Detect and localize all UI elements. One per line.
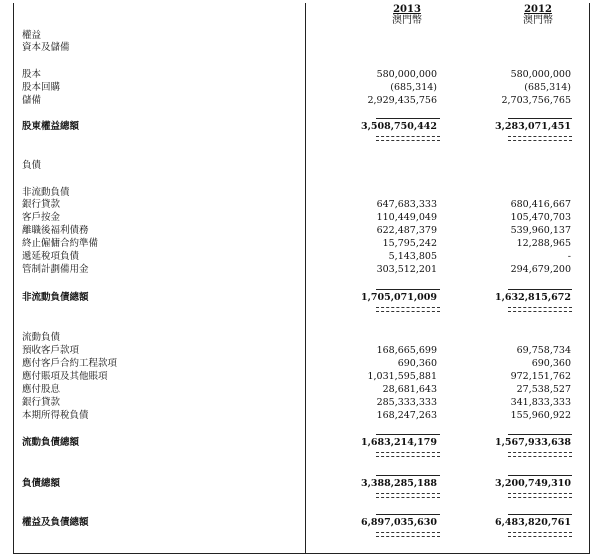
value-2013: (685,314) (390, 82, 437, 93)
value-2012: 27,538,527 (516, 384, 571, 395)
row-label: 遞延稅項負債 (22, 251, 80, 262)
sum-rule (376, 118, 440, 119)
row-label: 應付客戶合約工程款項 (22, 358, 118, 369)
column-currency: 澳門幣 (392, 15, 422, 26)
row-label: 權益 (22, 30, 42, 41)
line-item-row (14, 225, 587, 237)
row-label: 預收客戶款項 (22, 345, 80, 356)
value-2012: 3,283,071,451 (494, 121, 571, 132)
value-2013: 5,143,805 (388, 251, 437, 262)
value-2013: 285,333,333 (376, 397, 437, 408)
sum-rule (508, 289, 572, 290)
row-label: 儲備 (22, 95, 42, 106)
line-item-row (14, 30, 587, 42)
line-item-row (14, 212, 587, 224)
line-item-row (14, 187, 587, 199)
row-label: 負債 (22, 160, 42, 171)
double-underline (376, 536, 440, 537)
double-underline (508, 536, 572, 537)
double-underline (508, 532, 572, 533)
row-label: 客戶按金 (22, 212, 61, 223)
row-label: 應付股息 (22, 384, 61, 395)
value-2012: 69,758,734 (516, 345, 571, 356)
value-2013: 110,449,049 (376, 212, 437, 223)
value-2012: 2,703,756,765 (501, 95, 571, 106)
total-row (14, 478, 587, 490)
row-label: 股本回購 (22, 82, 61, 93)
sum-rule (376, 514, 440, 515)
sum-rule (376, 475, 440, 476)
value-2012: (685,314) (524, 82, 571, 93)
value-2013: 647,683,333 (376, 199, 437, 210)
double-underline (508, 452, 572, 453)
value-2012: 539,960,137 (510, 225, 571, 236)
value-2013: 622,487,379 (376, 225, 437, 236)
line-item-row (14, 95, 587, 107)
line-item-row (14, 199, 587, 211)
value-2013: 1,683,214,179 (360, 437, 437, 448)
value-2012: 6,483,820,761 (494, 517, 571, 528)
row-label: 負債總額 (22, 478, 61, 489)
value-2013: 303,512,201 (376, 264, 437, 275)
row-label: 離職後福利債務 (22, 225, 89, 236)
line-item-row (14, 264, 587, 276)
row-label: 非流動負債 (22, 187, 70, 198)
value-2012: 972,151,762 (510, 371, 571, 382)
value-2013: 168,665,699 (376, 345, 437, 356)
row-label: 終止僱傭合約準備 (22, 238, 99, 249)
value-2013: 15,795,242 (382, 238, 437, 249)
value-2012: 680,416,667 (510, 199, 571, 210)
double-underline (376, 452, 440, 453)
double-underline (376, 307, 440, 308)
row-label: 流動負債 (22, 332, 61, 343)
value-2013: 1,031,595,881 (367, 371, 437, 382)
row-label: 股東權益總額 (22, 121, 80, 132)
value-2012: 294,679,200 (510, 264, 571, 275)
sum-rule (376, 289, 440, 290)
row-label: 本期所得稅負債 (22, 410, 89, 421)
sum-rule (508, 514, 572, 515)
double-underline (376, 311, 440, 312)
value-2012: 580,000,000 (510, 69, 571, 80)
value-2013: 6,897,035,630 (360, 517, 437, 528)
double-underline (508, 493, 572, 494)
sum-rule (508, 118, 572, 119)
value-2012: 155,960,922 (510, 410, 571, 421)
line-item-row (14, 345, 587, 357)
column-year: 2012 (524, 4, 552, 15)
total-row (14, 121, 587, 133)
value-2013: 28,681,643 (382, 384, 437, 395)
column-year: 2013 (393, 4, 421, 15)
value-2012: 690,360 (531, 358, 571, 369)
row-label: 應付賬項及其他賬項 (22, 371, 108, 382)
row-label: 銀行貸款 (22, 397, 61, 408)
value-2012: 1,567,933,638 (494, 437, 571, 448)
line-item-row (14, 42, 587, 54)
value-2013: 3,508,750,442 (360, 121, 437, 132)
total-row (14, 292, 587, 304)
sum-rule (376, 434, 440, 435)
value-2012: 105,470,703 (510, 212, 571, 223)
line-item-row (14, 358, 587, 370)
column-header-2013 (352, 4, 462, 26)
value-2012: 3,200,749,310 (494, 478, 571, 489)
line-item-row (14, 384, 587, 396)
value-2013: 2,929,435,756 (367, 95, 437, 106)
value-2013: 690,360 (397, 358, 437, 369)
row-label: 權益及負債總額 (22, 517, 89, 528)
line-item-row (14, 82, 587, 94)
double-underline (508, 311, 572, 312)
sum-rule (508, 475, 572, 476)
value-2013: 3,388,285,188 (360, 478, 437, 489)
row-label: 銀行貸款 (22, 199, 61, 210)
column-currency: 澳門幣 (523, 15, 553, 26)
double-underline (508, 140, 572, 141)
double-underline (508, 307, 572, 308)
double-underline (376, 497, 440, 498)
double-underline (508, 136, 572, 137)
line-item-row (14, 160, 587, 172)
double-underline (376, 140, 440, 141)
value-2013: 580,000,000 (376, 69, 437, 80)
value-2012: 1,632,815,672 (494, 292, 571, 303)
double-underline (376, 532, 440, 533)
double-underline (376, 136, 440, 137)
value-2012: 12,288,965 (516, 238, 571, 249)
double-underline (508, 456, 572, 457)
line-item-row (14, 410, 587, 422)
double-underline (508, 497, 572, 498)
row-label: 管制計劃備用金 (22, 264, 89, 275)
value-2013: 1,705,071,009 (360, 292, 437, 303)
total-row (14, 437, 587, 449)
row-label: 股本 (22, 69, 42, 80)
line-item-row (14, 251, 587, 263)
column-header-2012 (483, 4, 592, 26)
line-item-row (14, 397, 587, 409)
line-item-row (14, 332, 587, 344)
double-underline (376, 456, 440, 457)
value-2013: 168,247,263 (376, 410, 437, 421)
double-underline (376, 493, 440, 494)
value-2012: - (567, 251, 571, 262)
row-label: 非流動負債總額 (22, 292, 89, 303)
value-2012: 341,833,333 (510, 397, 571, 408)
line-item-row (14, 69, 587, 81)
total-row (14, 517, 587, 529)
line-item-row (14, 238, 587, 250)
row-label: 流動負債總額 (22, 437, 80, 448)
sum-rule (508, 434, 572, 435)
line-item-row (14, 371, 587, 383)
row-label: 資本及儲備 (22, 42, 70, 53)
